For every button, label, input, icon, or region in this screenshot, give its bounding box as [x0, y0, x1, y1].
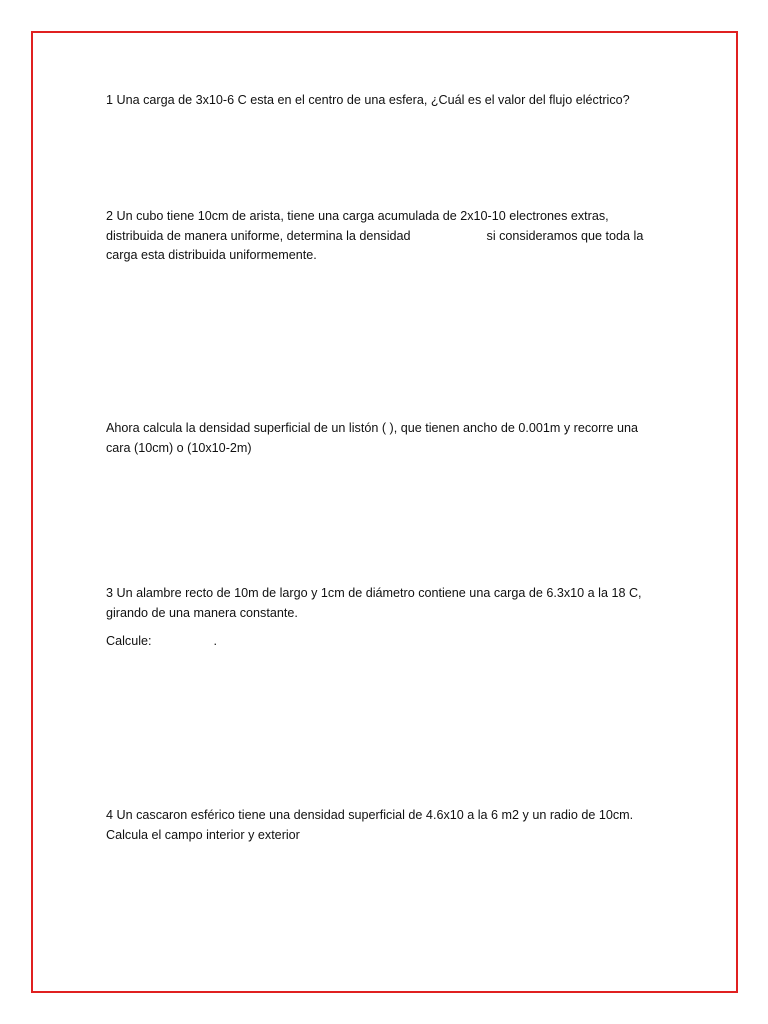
question-4-line-1: 4 Un cascaron esférico tiene una densidad superficial de 4.6x10 a la 6 m2 y un radio de 10cm.	[106, 808, 634, 822]
question-2b-line-1: Ahora calcula la densidad superficial de un listón ( ), que tienen ancho de 0.001m y recorre una	[106, 421, 639, 435]
question-2-line-3: carga esta distribuida uniformemente.	[106, 248, 317, 262]
calculate-end: .	[213, 634, 217, 648]
question-2-line-2b: si consideramos que toda la	[486, 228, 644, 243]
question-3	[106, 584, 666, 623]
question-4-line-2: Calcula el campo interior y exterior	[106, 827, 300, 842]
page-border	[31, 31, 738, 993]
question-2-line-2a: distribuida de manera uniforme, determina la densidad	[106, 228, 411, 243]
question-2	[106, 207, 666, 266]
question-1	[106, 91, 666, 111]
question-3-line-1: 3 Un alambre recto de 10m de largo y 1cm de diámetro contiene una carga de 6.3x10 a la 18 C,	[106, 586, 642, 600]
question-1-text: 1 Una carga de 3x10-6 C esta en el centro de una esfera, ¿Cuál es el valor del flujo eléctrico?	[106, 93, 630, 107]
question-4	[106, 806, 666, 845]
question-2b	[106, 419, 666, 458]
calculate-label: Calcule:	[106, 634, 152, 648]
question-3-line-2: girando de una manera constante.	[106, 605, 298, 620]
question-2b-line-2: cara (10cm) o (10x10-2m)	[106, 440, 252, 455]
question-3-calculate	[106, 632, 666, 652]
question-2-line-1: 2 Un cubo tiene 10cm de arista, tiene una carga acumulada de 2x10-10 electrones extras,	[106, 209, 609, 223]
